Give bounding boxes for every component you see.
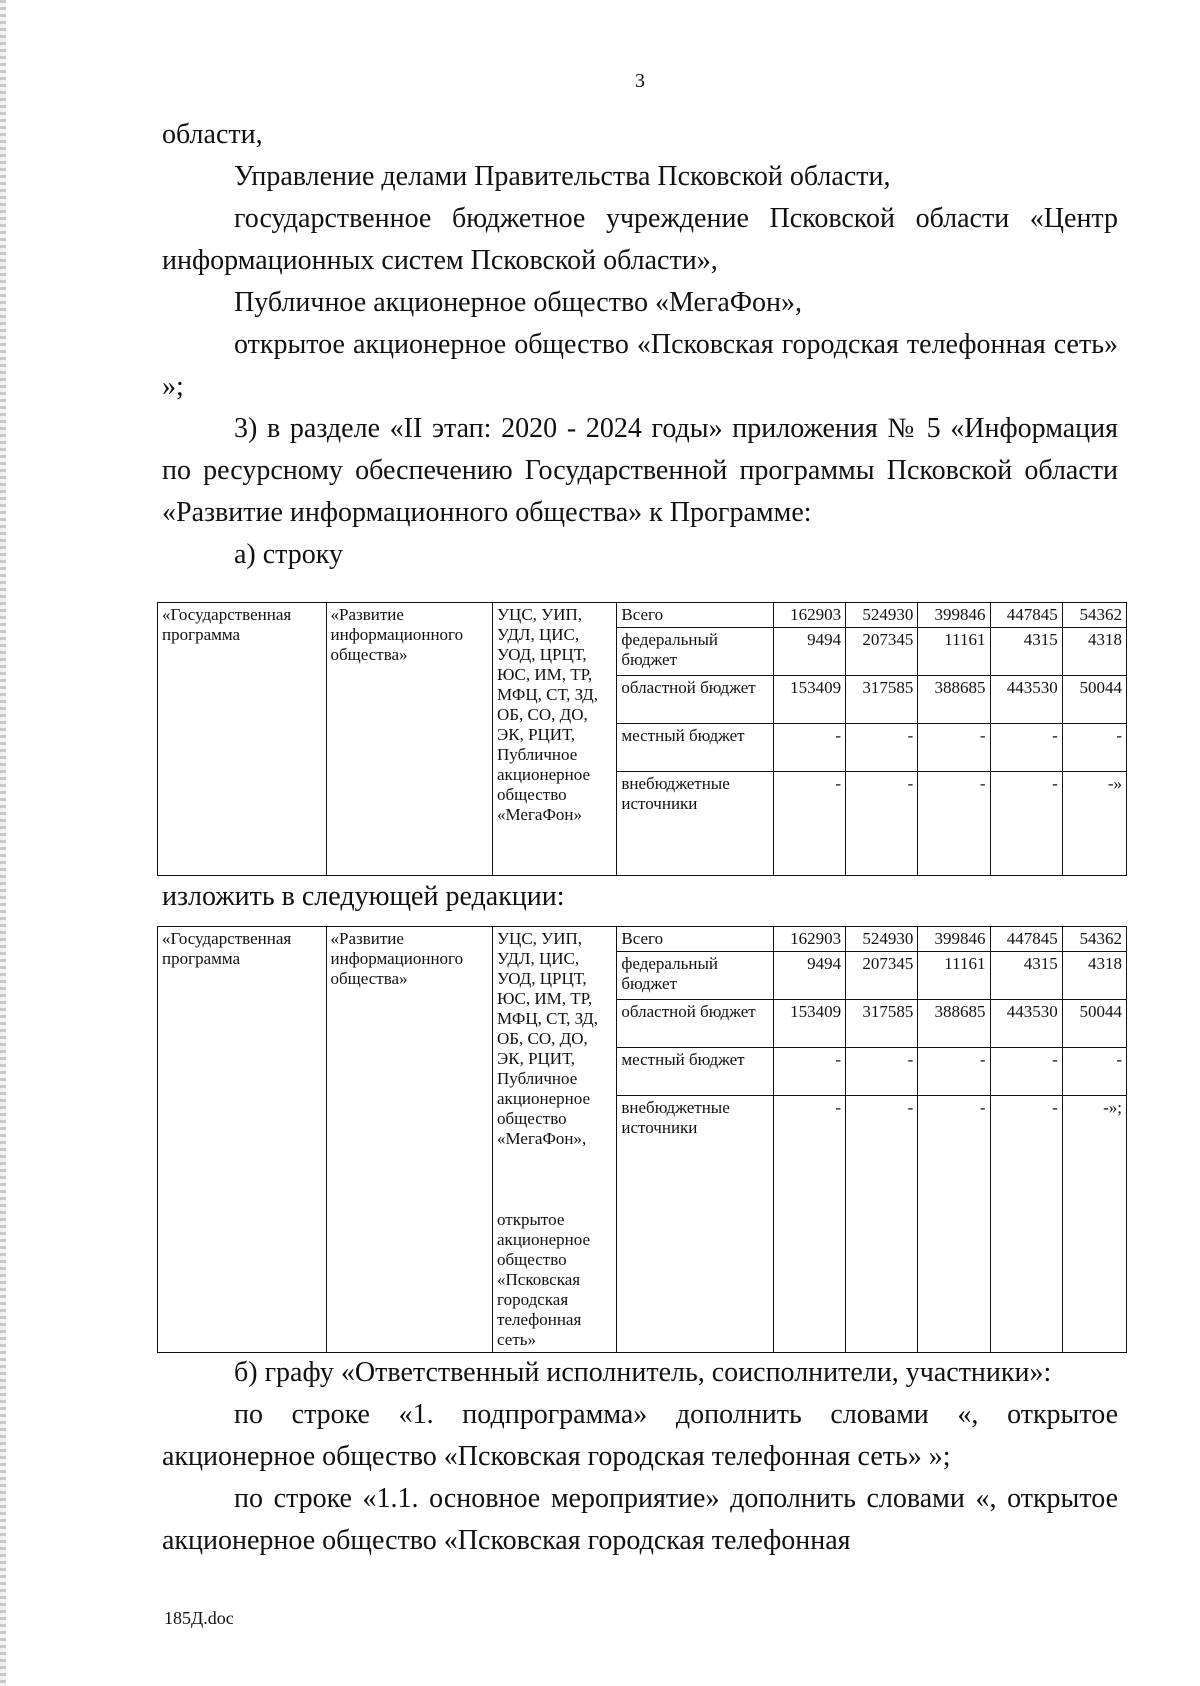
table-cell-value: 11161 [918,628,990,676]
table-cell-value: 9494 [773,952,845,1000]
table-cell-executors: УЦС, УИП, УДЛ, ЦИС, УОД, ЦРЦТ, ЮС, ИМ, ТР, МФЦ, СТ, ЗД, ОБ, СО, ДО, ЭК, РЦИТ, Публичное акционерное общество «МегаФон», [493,927,617,1208]
table-cell-value: 11161 [918,952,990,1000]
table-cell-value: - [990,1096,1062,1353]
table-cell-value: 162903 [773,927,845,952]
page-number: 3 [635,70,645,92]
table-cell-value: 399846 [918,927,990,952]
table-cell-source: Всего [617,603,773,628]
table-cell-source: местный бюджет [617,1048,773,1096]
table-cell-program: «Государственная программа [158,603,327,876]
table-cell-value: - [773,1048,845,1096]
table-cell-value: 4318 [1062,628,1126,676]
table-cell-value: - [990,772,1062,876]
table-cell-value: 54362 [1062,927,1126,952]
paragraph: б) графу «Ответственный исполнитель, соисполнители, участники»: [234,1357,1052,1388]
paragraph: Публичное акционерное общество «МегаФон», [234,287,802,318]
paragraph: 3) в разделе «II этап: 2020 - 2024 годы» приложения № 5 «Информация по ресурсному обеспечению Государственной программы Псковской области «Развитие информационного общества» к Программе: [162,413,1118,528]
paragraph: по строке «1.1. основное мероприятие» дополнить словами «, открытое акционерное общество «Псковская городская телефонная [162,1483,1118,1556]
table-cell-value: 4315 [990,952,1062,1000]
table-cell-value: - [918,1048,990,1096]
table-cell-value: 153409 [773,1000,845,1048]
table-cell-value: - [846,772,918,876]
paragraph: по строке «1. подпрограмма» дополнить словами «, открытое акционерное общество «Псковская городская телефонная сеть» »; [162,1399,1118,1472]
table-cell-value: 317585 [846,676,918,724]
table-cell-value: 443530 [990,1000,1062,1048]
table-cell-value: - [1062,724,1126,772]
paragraph: изложить в следующей редакции: [162,881,565,912]
table-cell-source: областной бюджет [617,1000,773,1048]
table-cell-value: 524930 [846,603,918,628]
table-cell-source: внебюджетные источники [617,1096,773,1353]
scan-edge [0,0,6,1686]
table-cell-value: -» [1062,772,1126,876]
paragraph: Управление делами Правительства Псковской области, [234,161,891,192]
file-name-footer: 185Д.doc [164,1608,234,1628]
table-cell-value: 4318 [1062,952,1126,1000]
table-cell-value: 162903 [773,603,845,628]
table-cell-value: 153409 [773,676,845,724]
table-cell-value: 50044 [1062,676,1126,724]
table-cell-value: - [773,724,845,772]
table-cell-value: - [846,1048,918,1096]
table-cell-value: - [773,1096,845,1353]
table-cell-value: 388685 [918,676,990,724]
table-cell-value: - [773,772,845,876]
table-cell-executors: УЦС, УИП, УДЛ, ЦИС, УОД, ЦРЦТ, ЮС, ИМ, ТР, МФЦ, СТ, ЗД, ОБ, СО, ДО, ЭК, РЦИТ, Публичное акционерное общество «МегаФон» [493,603,617,876]
paragraph: области, [162,119,263,150]
resource-table-old [157,602,1127,876]
table-cell-value: 50044 [1062,1000,1126,1048]
table-cell-value: - [918,724,990,772]
table-cell-value: 388685 [918,1000,990,1048]
table-cell-source: внебюджетные источники [617,772,773,876]
table-cell-value: 54362 [1062,603,1126,628]
resource-table-new [157,926,1127,1353]
table-cell-value: 447845 [990,603,1062,628]
table-cell-value: 207345 [846,628,918,676]
table-cell-value: 399846 [918,603,990,628]
table-cell-executors-extra: открытое акционерное общество «Псковская городская телефонная сеть» [493,1208,617,1353]
paragraph: а) строку [234,539,343,570]
table-cell-program: «Государственная программа [158,927,327,1353]
table-cell-value: - [1062,1048,1126,1096]
text-between-tables [162,876,1118,918]
text-block-top [162,114,1118,576]
table-cell-value: 524930 [846,927,918,952]
table-cell-program-name: «Развитие информационного общества» [326,927,493,1353]
table-cell-value: -»; [1062,1096,1126,1353]
table-cell-value: 207345 [846,952,918,1000]
table-cell-value: 9494 [773,628,845,676]
paragraph: государственное бюджетное учреждение Псковской области «Центр информационных систем Псковской области», [162,203,1118,276]
table-cell-source: местный бюджет [617,724,773,772]
table-cell-program-name: «Развитие информационного общества» [326,603,493,876]
table-cell-value: - [918,1096,990,1353]
table-cell-value: - [990,1048,1062,1096]
table-cell-value: - [846,724,918,772]
table-cell-source: Всего [617,927,773,952]
table-cell-value: - [846,1096,918,1353]
table-cell-value: - [918,772,990,876]
text-block-bottom [162,1352,1118,1562]
table-cell-value: 447845 [990,927,1062,952]
table-cell-source: областной бюджет [617,676,773,724]
table-cell-value: 443530 [990,676,1062,724]
table-cell-value: 317585 [846,1000,918,1048]
table-cell-source: федеральный бюджет [617,952,773,1000]
table-cell-value: 4315 [990,628,1062,676]
table-cell-value: - [990,724,1062,772]
table-cell-source: федеральный бюджет [617,628,773,676]
paragraph: открытое акционерное общество «Псковская городская телефонная сеть» »; [162,329,1118,402]
